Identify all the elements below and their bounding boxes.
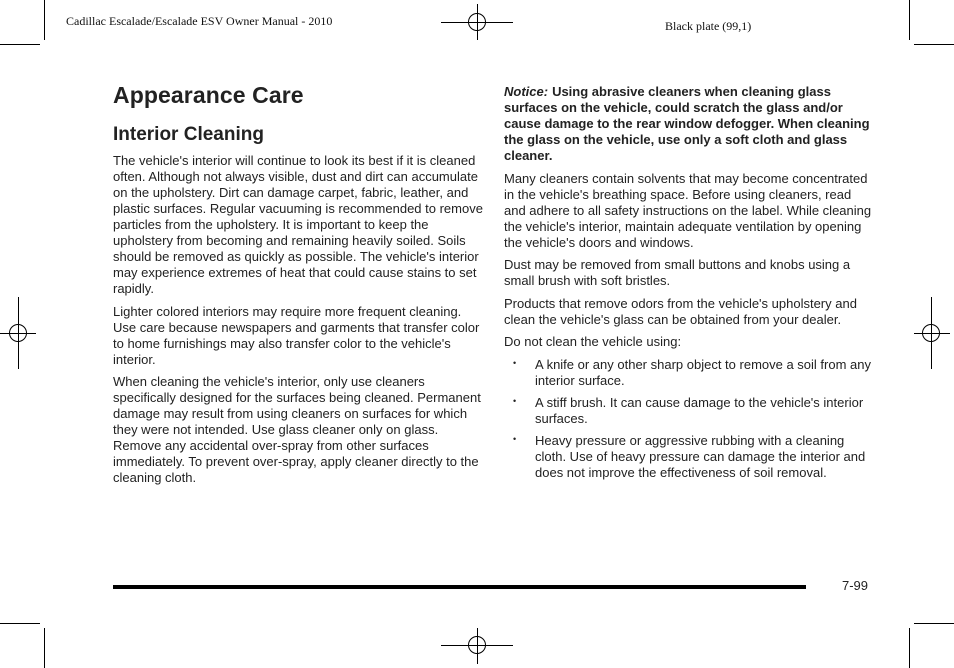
paragraph: Many cleaners contain solvents that may become concentrated in the vehicle's breathing space. Before using cleaners, read and adhere to all safety instructions on the label. While cleaning the vehicle's interior, maintain adequate ventilation by opening the vehicle's doors and windows. [504, 170, 872, 250]
paragraph: The vehicle's interior will continue to look its best if it is cleaned often. Although not always visible, dust and dirt can accumulate on the upholstery. Dirt can damage carpet, fabric, leather, and plastic surfaces. Regular vacuuming is recommended to remove particles from the upholstery. It is important to keep the upholstery from becoming and remaining heavily soiled. Soils should be removed as quickly as possible. The vehicle's interior may experience extremes of heat that could cause stains to set rapidly. [113, 153, 483, 296]
subsection-title: Interior Cleaning [113, 124, 264, 145]
list-item [504, 357, 874, 389]
list-item [504, 395, 874, 427]
crop-mark [44, 0, 45, 40]
list-item [504, 433, 874, 481]
bullet-icon: • [513, 433, 517, 444]
crop-mark [914, 623, 954, 624]
crop-mark [914, 44, 954, 45]
manual-title: Cadillac Escalade/Escalade ESV Owner Manual - 2010 [66, 14, 333, 28]
plate-label: Black plate (99,1) [665, 19, 752, 33]
list-item-text: A knife or any other sharp object to remove a soil from any interior surface. [535, 356, 872, 388]
crop-mark [44, 628, 45, 668]
bullet-icon: • [513, 357, 517, 368]
bullet-list [504, 357, 874, 481]
bullet-icon: • [513, 395, 517, 406]
left-column [113, 153, 483, 493]
section-title: Appearance Care [113, 82, 304, 108]
crop-mark [909, 628, 910, 668]
list-item-text: A stiff brush. It can cause damage to the vehicle's interior surfaces. [535, 394, 864, 426]
right-column [504, 84, 874, 487]
notice-label: Notice: [504, 84, 549, 99]
paragraph: Lighter colored interiors may require more frequent cleaning. Use care because newspapers and garments that transfer color to home furnishings may also transfer color to the vehicle's interior. [113, 303, 480, 367]
notice-text: Using abrasive cleaners when cleaning glass surfaces on the vehicle, could scratch the glass and/or cause damage to the rear window defogger. When cleaning the glass on the vehicle, use only a soft cloth and glass cleaner. [504, 84, 870, 163]
page-number: 7-99 [842, 578, 869, 593]
paragraph: When cleaning the vehicle's interior, only use cleaners specifically designed for the surfaces being cleaned. Permanent damage may result from using cleaners on surfaces for which they were not intended. Use glass cleaner only on glass. Remove any accidental over-spray from other surfaces immediately. To prevent over-spray, apply cleaner directly to the cleaning cloth. [113, 374, 481, 485]
paragraph: Products that remove odors from the vehicle's upholstery and clean the vehicle's glass can be obtained from your dealer. [504, 295, 857, 327]
list-item-text: Heavy pressure or aggressive rubbing with a cleaning cloth. Use of heavy pressure can damage the interior and does not improve the effectiveness of soil removal. [535, 432, 866, 480]
paragraph: Do not clean the vehicle using: [504, 334, 682, 349]
footer-rule [113, 585, 806, 589]
notice-block [504, 84, 874, 164]
paragraph: Dust may be removed from small buttons and knobs using a small brush with soft bristles. [504, 257, 851, 288]
crop-mark [0, 44, 40, 45]
crop-mark [909, 0, 910, 40]
crop-mark [0, 623, 40, 624]
